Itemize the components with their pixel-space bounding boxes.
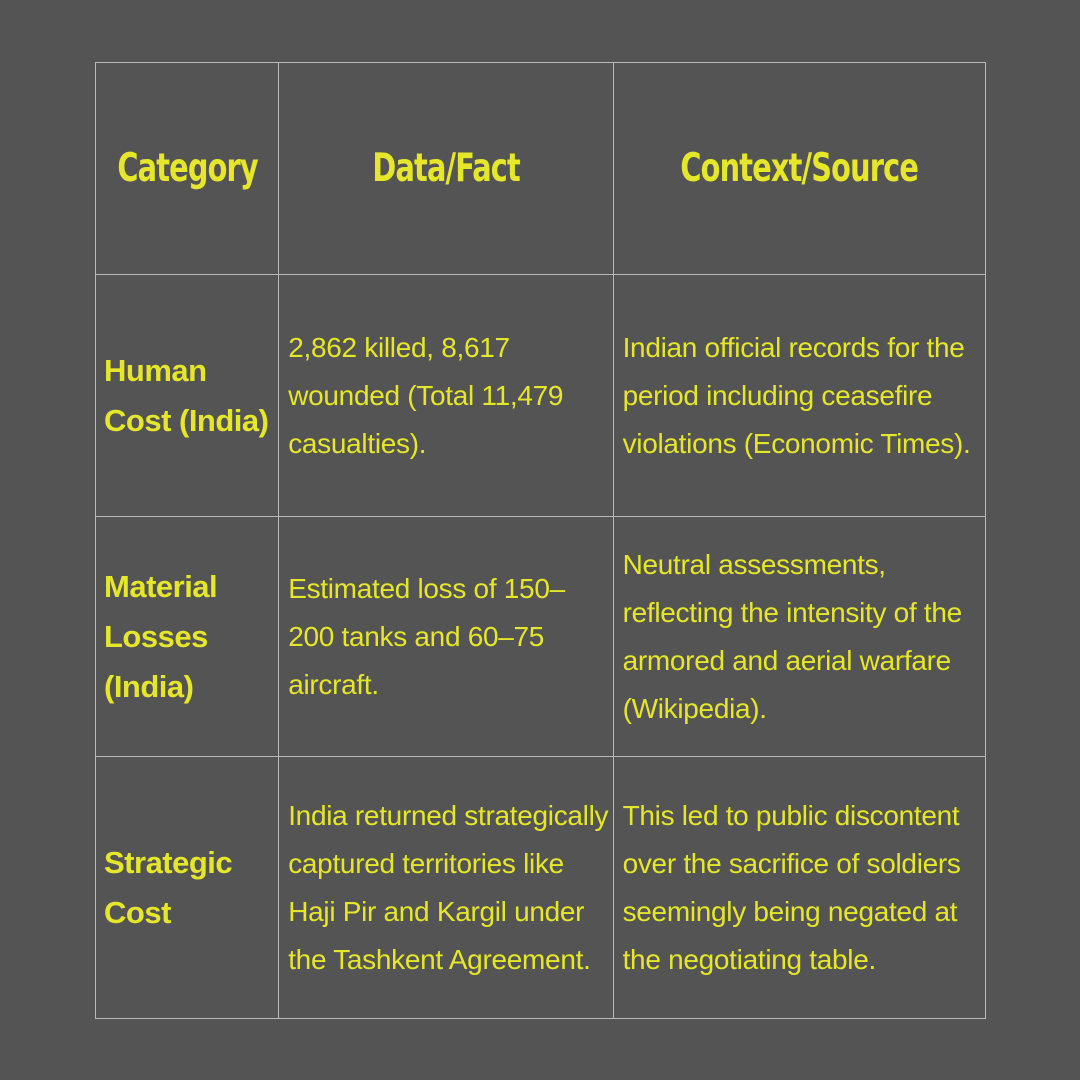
data-table <box>95 62 986 1019</box>
row-category: Human Cost (India) <box>96 275 279 517</box>
row-context: This led to public discontent over the sacrifice of soldiers seemingly being negated at the negotiating table. <box>613 757 985 1019</box>
header-context-source: Context/Source <box>647 63 952 275</box>
row-fact: Estimated loss of 150–200 tanks and 60–75 aircraft. <box>279 517 613 757</box>
row-fact: 2,862 killed, 8,617 wounded (Total 11,479 casualties). <box>279 275 613 517</box>
row-context: Indian official records for the period including ceasefire violations (Economic Times). <box>613 275 985 517</box>
table-row <box>96 757 986 1019</box>
table-row <box>96 275 986 517</box>
header-category: Category <box>112 63 262 275</box>
row-fact: India returned strategically captured territories like Haji Pir and Kargil under the Tashkent Agreement. <box>279 757 613 1019</box>
table-row <box>96 517 986 757</box>
row-category: Strategic Cost <box>96 757 279 1019</box>
row-category: Material Losses (India) <box>96 517 279 757</box>
row-context: Neutral assessments, reflecting the intensity of the armored and aerial warfare (Wikipedia). <box>613 517 985 757</box>
table-header-row <box>96 63 986 275</box>
header-data-fact: Data/Fact <box>309 63 583 275</box>
